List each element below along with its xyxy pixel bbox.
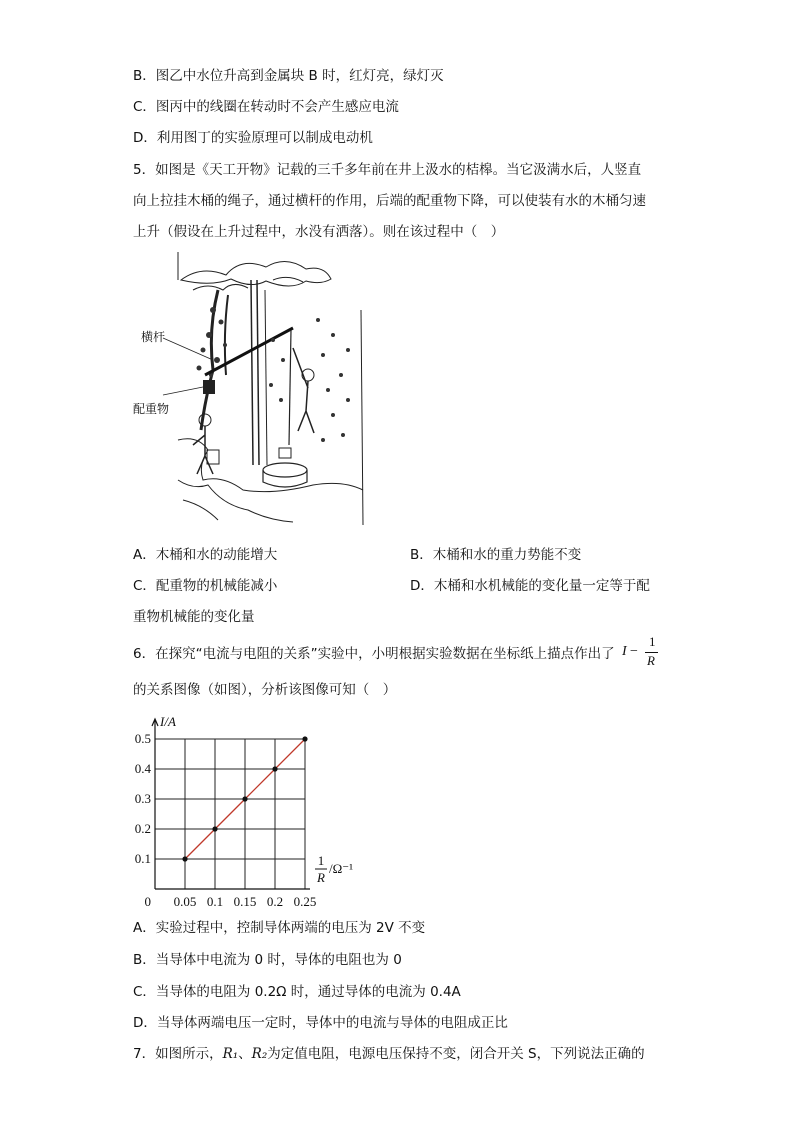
q7-r2: R₂ xyxy=(251,1046,268,1062)
q6-option-d: D．当导体两端电压一定时，导体中的电流与导体的电阻成正比 xyxy=(133,1015,508,1031)
label-heng-gan: 横杆 xyxy=(141,330,166,344)
q5-option-a: A．木桶和水的动能增大 xyxy=(133,547,278,563)
q7-stem-suffix: 为定值电阻，电源电压保持不变，闭合开关 S，下列说法正确的 xyxy=(267,1046,645,1062)
q4-option-c: C．图丙中的线圈在转动时不会产生感应电流 xyxy=(133,99,399,115)
x-tick-label: 0.05 xyxy=(173,894,197,909)
data-point xyxy=(302,736,307,741)
q7-stem-prefix: 7．如图所示， xyxy=(133,1046,223,1062)
q6-stem-line-1: 6．在探究“电流与电阻的关系”实验中，小明根据实验数据在坐标纸上描点作出了 xyxy=(133,646,615,662)
well-sweep-drawing xyxy=(133,250,368,530)
y-axis-label: I/A xyxy=(160,714,176,729)
q4-option-b: B．图乙中水位升高到金属块 B 时，红灯亮，绿灯灭 xyxy=(133,68,444,84)
q7-r1: R₁ xyxy=(222,1046,239,1062)
i-vs-inverse-r-chart xyxy=(130,712,370,912)
q6-expr-dash: − xyxy=(630,644,638,659)
q5-option-d-line-1: D．木桶和水机械能的变化量一定等于配 xyxy=(410,578,650,594)
y-tick-label: 0.1 xyxy=(134,851,151,866)
q6-stem-line-2: 的关系图像（如图），分析该图像可知（ ） xyxy=(133,682,397,698)
q5-option-d-line-2: 重物机械能的变化量 xyxy=(133,609,255,625)
q4-option-d: D．利用图丁的实验原理可以制成电动机 xyxy=(133,130,373,146)
q5-stem-line-2: 向上拉挂木桶的绳子，通过横杆的作用，后端的配重物下降，可以使装有水的木桶匀速 xyxy=(133,193,646,209)
origin-label: 0 xyxy=(144,894,151,909)
x-axis-label-denominator: R xyxy=(317,870,325,885)
q6-option-c: C．当导体的电阻为 0.2Ω 时，通过导体的电流为 0.4A xyxy=(133,984,461,1000)
x-tick-label: 0.25 xyxy=(293,894,317,909)
y-tick-label: 0.4 xyxy=(134,761,151,776)
data-point xyxy=(272,766,277,771)
y-tick-label: 0.2 xyxy=(134,821,151,836)
q7-stem xyxy=(133,1044,645,1064)
q6-option-b: B．当导体中电流为 0 时，导体的电阻也为 0 xyxy=(133,952,402,968)
x-axis-label-numerator: 1 xyxy=(317,853,325,868)
q6-option-a: A．实验过程中，控制导体两端的电压为 2V 不变 xyxy=(133,920,426,936)
x-tick-label: 0.2 xyxy=(266,894,284,909)
q6-expr-numerator: 1 xyxy=(649,634,656,649)
q5-stem-line-3: 上升（假设在上升过程中，水没有洒落）。则在该过程中（ ） xyxy=(133,224,505,240)
q5-stem-line-1: 5．如图是《天工开物》记载的三千多年前在井上汲水的桔槔。当它汲满水后，人竖直 xyxy=(133,162,642,178)
well-sweep-illustration xyxy=(133,250,368,530)
q6-expr-i: I xyxy=(622,644,627,659)
data-point xyxy=(182,856,187,861)
y-tick-label: 0.5 xyxy=(134,731,151,746)
q5-option-c: C．配重物的机械能减小 xyxy=(133,578,278,594)
x-tick-label: 0.15 xyxy=(233,894,257,909)
q7-separator: 、 xyxy=(238,1046,252,1062)
data-point xyxy=(212,826,217,831)
y-tick-label: 0.3 xyxy=(134,791,151,806)
q5-option-b: B．木桶和水的重力势能不变 xyxy=(410,547,582,563)
q6-expr-denominator: R xyxy=(647,653,655,668)
label-pei-zhong-wu: 配重物 xyxy=(133,402,170,416)
x-tick-label: 0.1 xyxy=(206,894,224,909)
x-axis-label-unit: /Ω⁻¹ xyxy=(329,861,354,876)
data-point xyxy=(242,796,247,801)
chart-svg xyxy=(130,712,370,912)
